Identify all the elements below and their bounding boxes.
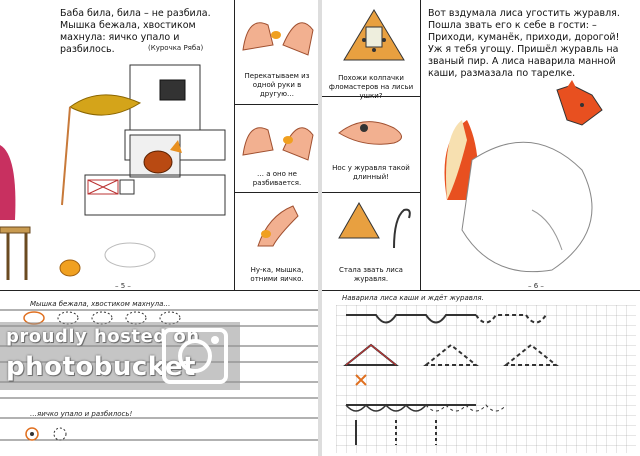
story-text-right: Вот вздумала лиса угостить журавля. Пошла звать его к себе в гости: – Приходи, куманёк, приходи, дорогой! Уж я тебя угощу. Пришёл журавль на званый пир. А лиса наварила манной каши, размазала по тарелке. (428, 8, 620, 79)
fox-and-crane-puppets-icon (334, 198, 412, 253)
watermark-line1: proudly hosted on (6, 326, 200, 347)
page-number-right: – 6 – (528, 282, 544, 290)
story-source: (Курочка Ряба) (148, 44, 204, 52)
panel-caption-right-1: Похожи колпачки фломастеров на лисьи ушки? (328, 74, 414, 100)
stove-illustration (0, 55, 234, 285)
crane-hand-icon (334, 108, 412, 153)
panel-caption-right-3: Стала звать лиса журавля. (339, 266, 403, 283)
panel-caption-2: … а оно не разбивается. (252, 170, 302, 187)
fox-puppet-icon (334, 5, 412, 70)
hands-egg-icon (238, 110, 316, 165)
exercise-prompt-1: Мышка бежала, хвостиком махнула… (30, 300, 171, 308)
exercise-prompt-2: …яичко упало и разбилось! (30, 410, 133, 418)
panel-caption-right-2: Нос у журавля такой длинный! (332, 164, 410, 181)
photobucket-watermark[interactable] (0, 322, 240, 390)
exercise-grid-right (336, 305, 636, 453)
page-number-left: – 5 – (115, 282, 131, 290)
panel-caption-1: Перекатываем из одной руки в другую… (244, 72, 310, 98)
book-binding (318, 0, 322, 456)
story-text: Баба била, била – не разбила. Мышка бежала, хвостиком махнула: яичко упало и разбилось. (60, 8, 211, 55)
watermark-line2: photobucket (6, 352, 196, 382)
right-page (322, 0, 640, 456)
hand-holding-egg-icon (238, 196, 316, 251)
exercise-prompt-right: Наварила лиса каши и ждёт журавля. (342, 294, 484, 302)
hands-rolling-icon (238, 5, 316, 65)
panel-caption-3: Ну-ка, мышка, отними яичко. (250, 266, 304, 283)
camera-lens-icon (160, 326, 230, 386)
fox-illustration (432, 80, 632, 280)
